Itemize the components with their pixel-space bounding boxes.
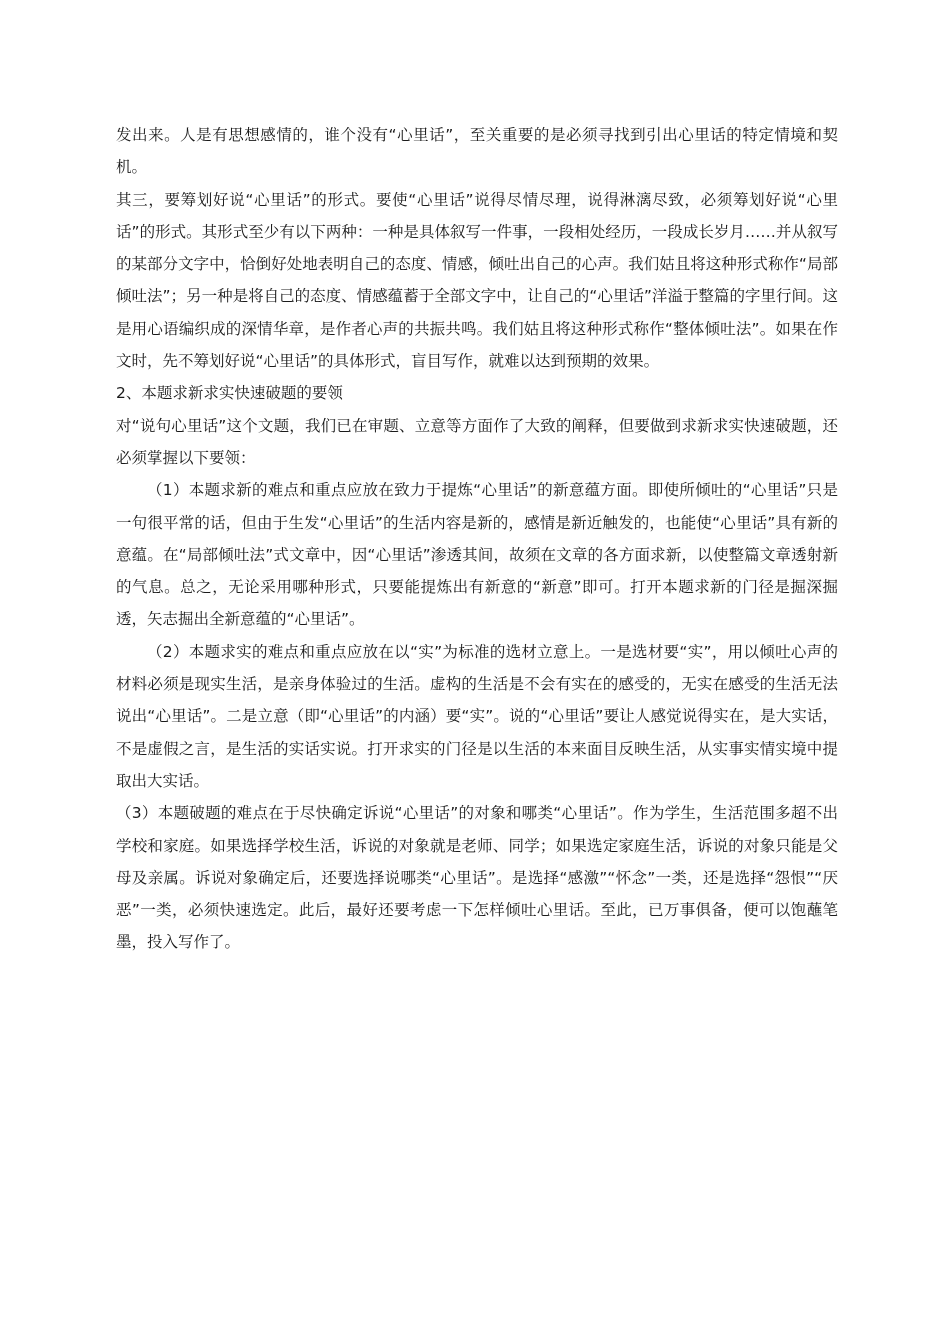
paragraph-item-2: （2）本题求实的难点和重点应放在以“实”为标准的选材立意上。一是选材要“实”，用以倾吐心声的材料必须是现实生活，是亲身体验过的生活。虚构的生活是不会有实在的感受的，无实在感受的生活无法说出“心里话”。二是立意（即“心里话”的内涵）要“实”。说的“心里话”要让人感觉说得实在，是大实话，不是虚假之言，是生活的实话实说。打开求实的门径是以生活的本来面目反映生活，从实事实情实境中提取出大实话。 (116, 642, 838, 790)
paragraph-point-three: 其三，要筹划好说“心里话”的形式。要使“心里话”说得尽情尽理，说得淋漓尽致，必须筹划好说“心里话”的形式。其形式至少有以下两种：一种是具体叙写一件事，一段相处经历，一段成长岁月……并从叙写的某部分文字中，恰倒好处地表明自己的态度、情感，倾吐出自己的心声。我们姑且将这种形式称作“局部倾吐法”；另一种是将自己的态度、情感蕴蓄于全部文字中，让自己的“心里话”洋溢于整篇的字里行间。这是用心语编织成的深情华章，是作者心声的共振共鸣。我们姑且将这种形式称作“整体倾吐法”。如果在作文时，先不筹划好说“心里话”的具体形式，盲目写作，就难以达到预期的效果。 (116, 190, 838, 371)
paragraph-item-1: （1）本题求新的难点和重点应放在致力于提炼“心里话”的新意蕴方面。即使所倾吐的“心里话”只是一句很平常的话，但由于生发“心里话”的生活内容是新的，感情是新近触发的，也能使“心里话”具有新的意蕴。在“局部倾吐法”式文章中，因“心里话”渗透其间，故须在文章的各方面求新，以使整篇文章透射新的气息。总之，无论采用哪种形式，只要能提炼出有新意的“新意”即可。打开本题求新的门径是掘深掘透，矢志掘出全新意蕴的“心里话”。 (116, 481, 838, 629)
paragraph-continuation: 发出来。人是有思想感情的，谁个没有“心里话”，至关重要的是必须寻找到引出心里话的特定情境和契机。 (116, 126, 838, 177)
document-body (116, 119, 838, 959)
paragraph-intro: 对“说句心里话”这个文题，我们已在审题、立意等方面作了大致的阐释，但要做到求新求实快速破题，还必须掌握以下要领： (116, 416, 838, 467)
paragraph-item-3: （3）本题破题的难点在于尽快确定诉说“心里话”的对象和哪类“心里话”。作为学生，生活范围多超不出学校和家庭。如果选择学校生活，诉说的对象就是老师、同学；如果选定家庭生活，诉说的对象只能是父母及亲属。诉说对象确定后，还要选择说哪类“心里话”。是选择“感激”“怀念”一类，还是选择“怨恨”“厌恶”一类，必须快速选定。此后，最好还要考虑一下怎样倾吐心里话。至此，已万事俱备，便可以饱蘸笔墨，投入写作了。 (116, 804, 838, 952)
section-heading: 2、本题求新求实快速破题的要领 (116, 384, 343, 403)
